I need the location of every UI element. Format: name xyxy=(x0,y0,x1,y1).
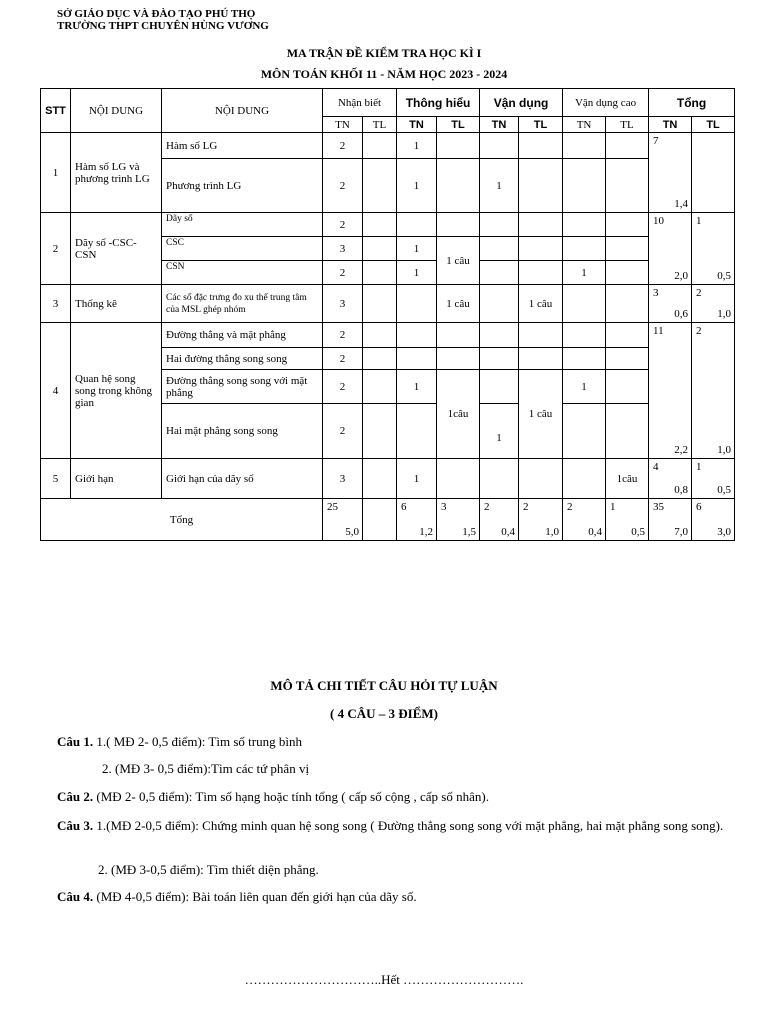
cell-vd-tl: 1 câu xyxy=(519,370,563,459)
total-count: 6 xyxy=(401,501,407,513)
cell-vdc-tl xyxy=(606,261,649,285)
cell-th-tn: 1 xyxy=(397,133,437,159)
total-tn-score: 0,6 xyxy=(674,308,689,320)
table-row xyxy=(41,133,735,159)
cell-vd-tn: 1 xyxy=(480,159,519,213)
total-tn-count: 11 xyxy=(653,325,664,337)
total-tl-count: 2 xyxy=(696,325,702,337)
subtopic-name: Hàm số LG xyxy=(162,133,323,159)
cell-nb-tn: 2 xyxy=(323,348,363,370)
subheader-tl: TL xyxy=(437,117,480,133)
cell-nb-tl xyxy=(363,323,397,348)
topic-name: Giới hạn xyxy=(71,459,162,499)
question-label: Câu 3. xyxy=(57,818,94,833)
cell-nb-tn: 2 xyxy=(323,213,363,237)
cell-vdc-tn: 1 xyxy=(563,370,606,404)
cell-th-tl xyxy=(437,133,480,159)
total-score: 1,0 xyxy=(545,526,560,538)
total-tl-score: 0,5 xyxy=(717,270,732,282)
cell-vd-tn xyxy=(480,133,519,159)
cell-vdc-tl xyxy=(606,285,649,323)
total-score: 0,4 xyxy=(501,526,516,538)
school-name: TRƯỜNG THPT CHUYÊN HÙNG VƯƠNG xyxy=(57,20,269,32)
cell-nb-tl xyxy=(363,285,397,323)
cell-vdc-tl xyxy=(606,404,649,459)
end-marker: …………………………..Hết ………………………. xyxy=(244,972,524,987)
total-count: 25 xyxy=(327,501,338,513)
cell-vd-tn xyxy=(480,370,519,404)
cell-th-tl xyxy=(437,348,480,370)
cell-vdc-tl xyxy=(606,133,649,159)
cell-th-tn: 1 xyxy=(397,459,437,499)
question-label: Câu 2. xyxy=(57,789,94,804)
col-header-content: NỘI DUNG xyxy=(162,89,323,133)
subtopic-name: Các số đặc trưng đo xu thế trung tâm của MSL ghép nhóm xyxy=(162,285,323,323)
cell-vd-tn: 1 xyxy=(480,404,519,459)
cell-th-tn xyxy=(397,404,437,459)
cell-vdc-tn xyxy=(563,213,606,237)
cell-vdc-tl xyxy=(606,159,649,213)
cell-th-tn: 1 xyxy=(397,370,437,404)
topic-name: Hàm số LG và phương trình LG xyxy=(71,133,162,213)
exam-matrix-table xyxy=(40,88,735,541)
total-count: 3 xyxy=(441,501,447,513)
cell-th-tl xyxy=(437,459,480,499)
cell-vdc-tl-total xyxy=(606,499,649,541)
cell-vd-tl xyxy=(519,261,563,285)
cell-tong-tn-total xyxy=(649,499,692,541)
cell-vd-tl xyxy=(519,133,563,159)
cell-total-tl xyxy=(692,213,735,285)
cell-vd-tn xyxy=(480,459,519,499)
total-score: 3,0 xyxy=(717,526,732,538)
cell-th-tn xyxy=(397,323,437,348)
subheader-tn: TN xyxy=(649,117,692,133)
total-score: 7,0 xyxy=(674,526,689,538)
cell-nb-tn-total xyxy=(323,499,363,541)
cell-th-tn xyxy=(397,213,437,237)
cell-nb-tl xyxy=(363,261,397,285)
subtopic-name: Hai đường thẳng song song xyxy=(162,348,323,370)
cell-th-tl: 1 câu xyxy=(437,285,480,323)
cell-nb-tl xyxy=(363,404,397,459)
topic-name: Dãy số -CSC-CSN xyxy=(71,213,162,285)
cell-total-tn xyxy=(649,323,692,459)
subtopic-name: Phương trình LG xyxy=(162,159,323,213)
cell-vd-tn-total xyxy=(480,499,519,541)
cell-total-tl xyxy=(692,323,735,459)
row-number: 2 xyxy=(41,213,71,285)
cell-vd-tn xyxy=(480,323,519,348)
cell-nb-tn: 2 xyxy=(323,323,363,348)
question-4 xyxy=(57,889,727,905)
total-tl-score: 1,0 xyxy=(717,308,732,320)
total-score: 1,5 xyxy=(462,526,477,538)
table-row xyxy=(41,459,735,499)
question-text: (MĐ 2- 0,5 điểm): Tìm số hạng hoặc tính tổng ( cấp số cộng , cấp số nhân). xyxy=(96,789,489,804)
subheader-tl: TL xyxy=(519,117,563,133)
total-score: 0,4 xyxy=(588,526,603,538)
document-subtitle: MÔN TOÁN KHỐI 11 - NĂM HỌC 2023 - 2024 xyxy=(260,67,508,81)
total-count: 35 xyxy=(653,501,665,513)
topic-name: Quan hệ song song trong không gian xyxy=(71,323,162,459)
cell-nb-tn: 3 xyxy=(323,237,363,261)
subheader-tn: TN xyxy=(480,117,519,133)
cell-vd-tl xyxy=(519,459,563,499)
subheader-tl: TL xyxy=(692,117,735,133)
cell-vdc-tn xyxy=(563,459,606,499)
cell-vd-tl-total xyxy=(519,499,563,541)
row-number: 3 xyxy=(41,285,71,323)
essay-section-subtitle: ( 4 CÂU – 3 ĐIỂM) xyxy=(330,706,438,721)
cell-th-tl-total xyxy=(437,499,480,541)
cell-vd-tn xyxy=(480,348,519,370)
table-row xyxy=(41,213,735,237)
cell-vdc-tn xyxy=(563,285,606,323)
subheader-tn: TN xyxy=(563,117,606,133)
cell-th-tn xyxy=(397,348,437,370)
topic-name: Thống kê xyxy=(71,285,162,323)
subtopic-name: Đường thẳng song song với mặt phẳng xyxy=(162,370,323,404)
cell-total-tn xyxy=(649,285,692,323)
cell-vdc-tn xyxy=(563,348,606,370)
cell-nb-tn: 2 xyxy=(323,133,363,159)
cell-nb-tn: 2 xyxy=(323,159,363,213)
cell-th-tn: 1 xyxy=(397,159,437,213)
subtopic-name: CSC xyxy=(162,237,323,261)
subtopic-name: CSN xyxy=(162,261,323,285)
cell-nb-tl-total xyxy=(363,499,397,541)
row-number: 1 xyxy=(41,133,71,213)
total-score: 0,5 xyxy=(631,526,646,538)
cell-th-tl xyxy=(437,213,480,237)
cell-total-tl xyxy=(692,459,735,499)
cell-th-tl xyxy=(437,159,480,213)
total-tn-count: 3 xyxy=(653,287,659,299)
subheader-tn: TN xyxy=(397,117,437,133)
cell-total-tn xyxy=(649,213,692,285)
subtopic-name: Hai mặt phẳng song song xyxy=(162,404,323,459)
cell-vd-tl xyxy=(519,213,563,237)
cell-nb-tl xyxy=(363,213,397,237)
col-header-nhan-biet: Nhận biết xyxy=(323,89,397,117)
question-text: 1.(MĐ 2-0,5 điểm): Chứng minh quan hệ song song ( Đường thẳng song song với mặt phẳng, hai mặt phẳng song song). xyxy=(96,818,724,833)
subheader-tl: TL xyxy=(606,117,649,133)
question-label: Câu 1. xyxy=(57,734,94,749)
cell-vdc-tn xyxy=(563,159,606,213)
total-tn-score: 0,8 xyxy=(674,484,689,496)
total-tl-count: 1 xyxy=(696,215,702,227)
cell-nb-tl xyxy=(363,159,397,213)
question-1 xyxy=(57,734,727,750)
cell-vd-tn xyxy=(480,261,519,285)
cell-nb-tl xyxy=(363,237,397,261)
cell-vd-tn xyxy=(480,213,519,237)
question-3-part-2: 2. (MĐ 3-0,5 điểm): Tìm thiết diện phẳng. xyxy=(98,862,319,877)
total-tn-score: 2,2 xyxy=(674,444,689,456)
essay-section-title: MÔ TẢ CHI TIẾT CÂU HỎI TỰ LUẬN xyxy=(270,678,498,693)
cell-vd-tl xyxy=(519,237,563,261)
cell-vdc-tl xyxy=(606,323,649,348)
col-header-thong-hieu: Thông hiểu xyxy=(397,89,480,117)
col-header-stt: STT xyxy=(41,89,71,133)
total-count: 2 xyxy=(523,501,529,513)
total-tn-count: 10 xyxy=(653,215,665,227)
cell-nb-tn: 3 xyxy=(323,459,363,499)
total-tn-score: 1,4 xyxy=(674,198,689,210)
document-title: MA TRẬN ĐỀ KIỂM TRA HỌC KÌ I xyxy=(286,46,482,60)
subheader-tn: TN xyxy=(323,117,363,133)
cell-vd-tl: 1 câu xyxy=(519,285,563,323)
cell-nb-tn: 2 xyxy=(323,370,363,404)
subheader-tl: TL xyxy=(363,117,397,133)
subtopic-name: Dãy số xyxy=(162,213,323,237)
cell-total-tl xyxy=(692,285,735,323)
col-header-tong: Tổng xyxy=(649,89,735,117)
cell-vdc-tl xyxy=(606,213,649,237)
total-count: 6 xyxy=(696,501,702,513)
cell-nb-tl xyxy=(363,133,397,159)
cell-vdc-tn xyxy=(563,323,606,348)
total-score: 5,0 xyxy=(345,526,359,538)
subtopic-name: Đường thẳng và mặt phẳng xyxy=(162,323,323,348)
total-score: 1,2 xyxy=(419,526,434,538)
total-count: 1 xyxy=(610,501,616,513)
total-tn-count: 4 xyxy=(653,461,659,473)
cell-vdc-tn xyxy=(563,133,606,159)
cell-total-tn xyxy=(649,133,692,213)
cell-vdc-tn xyxy=(563,237,606,261)
cell-vd-tn xyxy=(480,237,519,261)
cell-vd-tl xyxy=(519,323,563,348)
question-text: (MĐ 4-0,5 điểm): Bài toán liên quan đến giới hạn của dãy số. xyxy=(96,889,417,904)
question-text: 1.( MĐ 2- 0,5 điểm): Tìm số trung bình xyxy=(96,734,302,749)
cell-vd-tn xyxy=(480,285,519,323)
cell-nb-tn: 2 xyxy=(323,404,363,459)
cell-th-tl xyxy=(437,323,480,348)
cell-vdc-tn: 1 xyxy=(563,261,606,285)
col-header-topic: NỘI DUNG xyxy=(71,89,162,133)
cell-nb-tl xyxy=(363,459,397,499)
cell-total-tl xyxy=(692,133,735,213)
cell-nb-tn: 3 xyxy=(323,285,363,323)
cell-vdc-tn-total xyxy=(563,499,606,541)
cell-nb-tn: 2 xyxy=(323,261,363,285)
school-header xyxy=(57,8,269,32)
cell-vdc-tl xyxy=(606,348,649,370)
cell-vdc-tn xyxy=(563,404,606,459)
total-row xyxy=(41,499,735,541)
cell-nb-tl xyxy=(363,370,397,404)
col-header-van-dung: Vận dụng xyxy=(480,89,563,117)
cell-vdc-tl: 1câu xyxy=(606,459,649,499)
question-1-part-2: 2. (MĐ 3- 0,5 điểm):Tìm các tứ phân vị xyxy=(102,761,310,776)
total-label: Tổng xyxy=(41,499,323,541)
question-2 xyxy=(57,789,727,805)
subtopic-name: Giới hạn của dãy số xyxy=(162,459,323,499)
row-number: 4 xyxy=(41,323,71,459)
total-tl-count: 1 xyxy=(696,461,702,473)
cell-nb-tl xyxy=(363,348,397,370)
header-row-1 xyxy=(41,89,735,117)
total-tl-score: 0,5 xyxy=(717,484,732,496)
cell-vdc-tl xyxy=(606,370,649,404)
total-count: 2 xyxy=(484,501,490,513)
cell-vd-tl xyxy=(519,348,563,370)
total-tl-count: 2 xyxy=(696,287,702,299)
department-name: SỞ GIÁO DỤC VÀ ĐÀO TẠO PHÚ THỌ xyxy=(57,8,256,20)
total-tl-score: 1,0 xyxy=(717,444,732,456)
row-number: 5 xyxy=(41,459,71,499)
table-row xyxy=(41,323,735,348)
cell-th-tn-total xyxy=(397,499,437,541)
cell-th-tl: 1câu xyxy=(437,370,480,459)
cell-th-tn: 1 xyxy=(397,261,437,285)
total-tn-count: 7 xyxy=(653,135,659,147)
cell-th-tn: 1 xyxy=(397,237,437,261)
cell-vd-tl xyxy=(519,159,563,213)
total-count: 2 xyxy=(567,501,573,513)
cell-tong-tl-total xyxy=(692,499,735,541)
table-row xyxy=(41,285,735,323)
cell-total-tn xyxy=(649,459,692,499)
col-header-van-dung-cao: Vận dụng cao xyxy=(563,89,649,117)
total-tn-score: 2,0 xyxy=(674,270,689,282)
question-label: Câu 4. xyxy=(57,889,94,904)
question-3 xyxy=(57,818,727,834)
cell-th-tn xyxy=(397,285,437,323)
cell-vdc-tl xyxy=(606,237,649,261)
cell-th-tl: 1 câu xyxy=(437,237,480,285)
